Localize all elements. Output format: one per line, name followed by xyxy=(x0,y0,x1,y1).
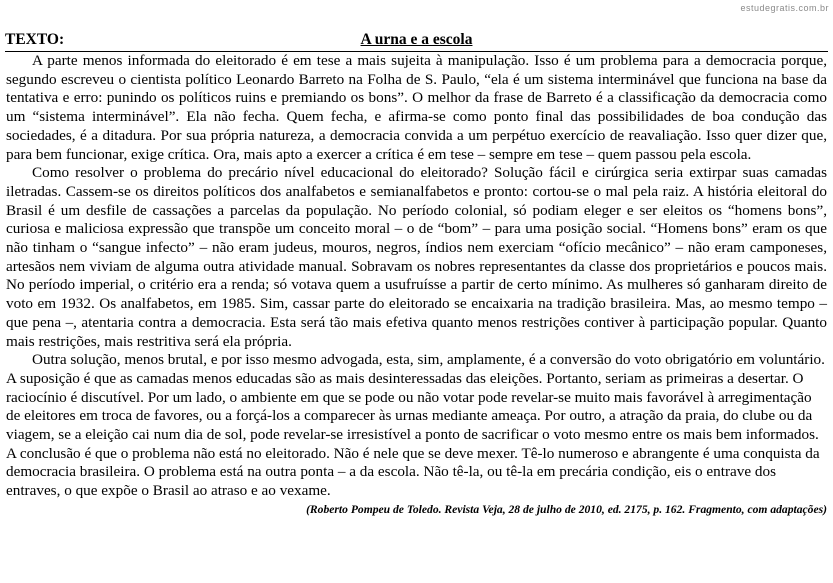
article-title: A urna e a escola xyxy=(360,31,473,48)
paragraph-1: A parte menos informada do eleitorado é em tese a mais sujeita à manipulação. Isso é um problema para a democracia porque, segundo escreveu o cientista político Leonardo Barreto na Folha de S. Paulo, “ela é um sistema interminável que funciona na base da tentativa e erro: punindo os políticos ruins e premiando os bons”. O melhor da frase de Barreto é a classificação da democracia como um “sistema interminável”. Ela não fecha. Quem fecha, e afirma-se como ponto final das possibilidades de boa condução das sociedades, é a ditadura. Por sua própria natureza, a democracia convida a um perpétuo exercício de reavaliação. Isso quer dizer que, para bem funcionar, exige crítica. Ora, mais apto a exercer a crítica é em tese – sempre em tese – quem passou pela escola. xyxy=(6,52,827,163)
paragraph-3-text: Outra solução, menos brutal, e por isso mesmo advogada, esta, sim, amplamente, é a conversão do voto obrigatório em voluntário. A suposição é que as camadas menos educadas são as mais desinteressadas das eleições. Portanto, seriam as primeiras a desertar. O raciocínio é discutível. Por um lado, o ambiente em que se pode ou não votar pode revelar-se muito mais favorável à arregimentação de eleitores em troca de favores, ou a forçá-los a comparecer às urnas mediante ameaça. Por outro, a atração da praia, do clube ou da viagem, se a eleição cai num dia de sol, pode revelar-se irresistível a ponto de sacrificar o voto mesmo entre os mais bem informados. A conclusão é que o problema não está no eleitorado. Não é nele que se deve mexer. Tê-lo numeroso e abrangente é uma conquista da democracia brasileira. O problema está na outra ponta – a da escola. Não tê-la, ou tê-la em precária condição, eis o entrave dos entraves, o que expõe o Brasil ao atraso e ao vexame. xyxy=(6,351,825,500)
text-label: TEXTO: xyxy=(5,31,65,48)
watermark: estudegratis.com.br xyxy=(740,3,829,13)
source-citation: (Roberto Pompeu de Toledo. Revista Veja, 28 de julho de 2010, ed. 2175, p. 162. Fragmento, com adaptações) xyxy=(306,502,827,516)
header xyxy=(5,31,828,52)
paragraph-2: Como resolver o problema do precário nível educacional do eleitorado? Solução fácil e cirúrgica seria extirpar suas camadas iletradas. Cassem-se os direitos políticos dos analfabetos e semianalfabetos e pronto: cortou-se o mal pela raiz. A história eleitoral do Brasil é um desfile de cassações a parcelas da população. No período colonial, só podiam eleger e ser eleitos os “homens bons”, curiosa e maliciosa expressão que transpõe um conceito moral – o de “bom” – para uma posição social. “Homens bons” eram os que não tinham o “sangue infecto” – não eram judeus, mouros, negros, índios nem exerciam “ofício mecânico” – não eram camponeses, artesãos nem viviam de alguma outra atividade manual. Sobravam os nobres representantes da classe dos proprietários e poucos mais. No período imperial, o critério era a renda; só votava quem a usufruísse a partir de certo mínimo. As mulheres só ganharam direito de voto em 1932. Os analfabetos, em 1985. Sim, cassar parte do eleitorado se encaixaria na tradição brasileira. Mas, ao mesmo tempo – que pena –, atentaria contra a democracia. Esta será tão mais efetiva quanto menos restrições contiver à participação popular. Quanto mais restrições, mais restritiva será ela própria. xyxy=(6,164,827,350)
article-body xyxy=(6,52,827,520)
paragraph-3 xyxy=(6,351,827,516)
